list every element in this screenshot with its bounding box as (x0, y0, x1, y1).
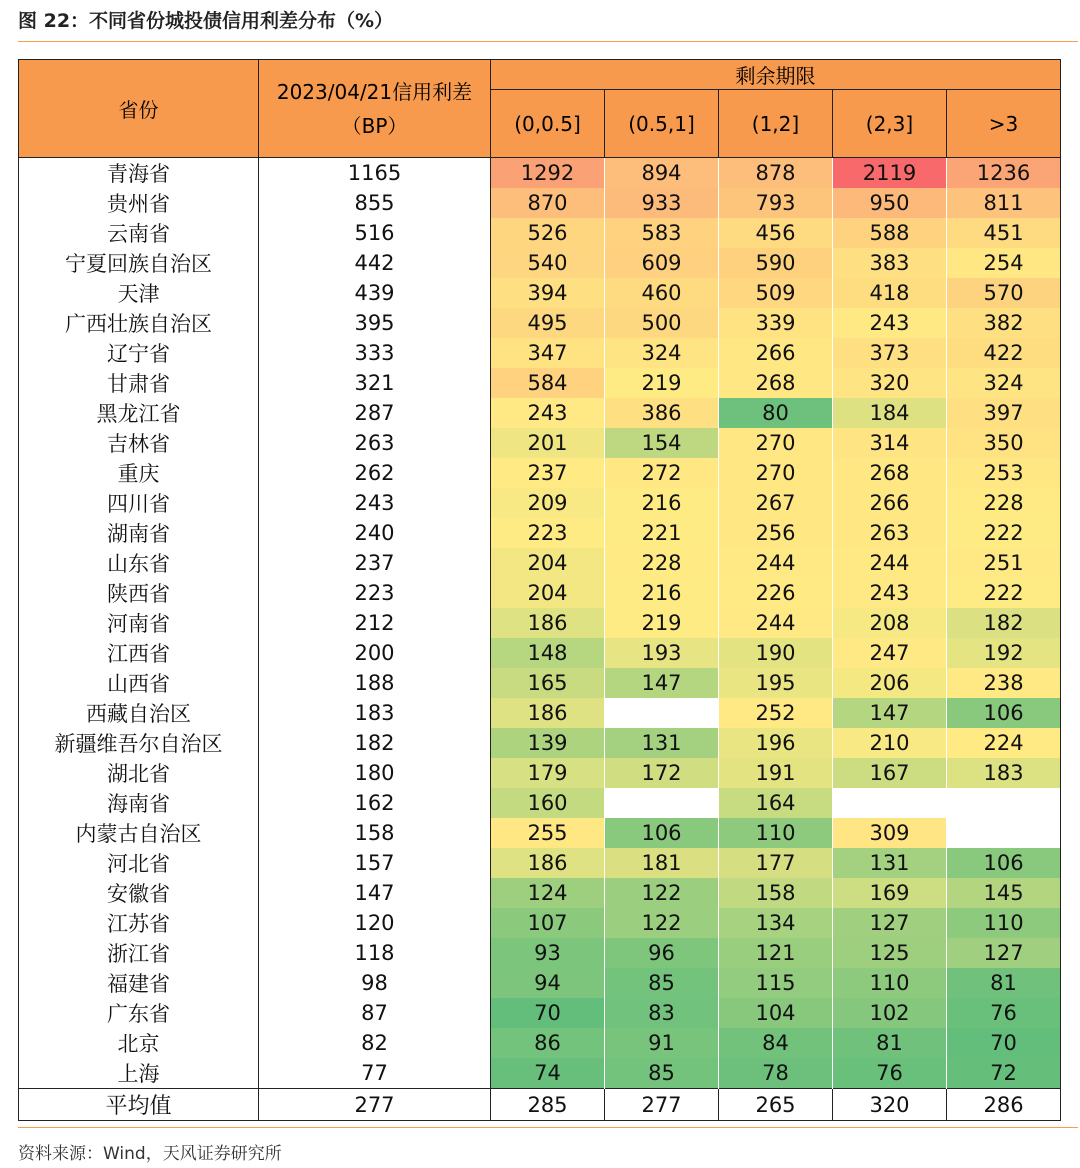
heat-cell: 793 (719, 188, 833, 218)
table-row (19, 488, 1061, 518)
spread-value: 237 (259, 548, 491, 578)
heat-cell: 350 (947, 428, 1061, 458)
heat-cell: 134 (719, 908, 833, 938)
heat-cell: 179 (491, 758, 605, 788)
heat-cell: 238 (947, 668, 1061, 698)
heat-cell: 253 (947, 458, 1061, 488)
heat-cell: 125 (833, 938, 947, 968)
province-name: 广西壮族自治区 (19, 308, 259, 338)
table-row (19, 728, 1061, 758)
heat-cell: 167 (833, 758, 947, 788)
heat-cell: 78 (719, 1058, 833, 1089)
spread-value: 223 (259, 578, 491, 608)
heat-cell: 263 (833, 518, 947, 548)
heat-cell: 106 (947, 698, 1061, 728)
heat-cell: 270 (719, 458, 833, 488)
province-name: 重庆 (19, 458, 259, 488)
heat-cell: 106 (605, 818, 719, 848)
heat-cell: 221 (605, 518, 719, 548)
average-value: 277 (605, 1089, 719, 1121)
province-name: 河南省 (19, 608, 259, 638)
heat-cell: 228 (605, 548, 719, 578)
heat-cell: 266 (719, 338, 833, 368)
heat-cell: 347 (491, 338, 605, 368)
heat-cell: 139 (491, 728, 605, 758)
heat-cell: 122 (605, 908, 719, 938)
heat-cell: 583 (605, 218, 719, 248)
heat-cell: 418 (833, 278, 947, 308)
heat-cell: 228 (947, 488, 1061, 518)
table-row (19, 908, 1061, 938)
province-name: 海南省 (19, 788, 259, 818)
heat-cell: 894 (605, 158, 719, 189)
province-name: 贵州省 (19, 188, 259, 218)
average-value: 265 (719, 1089, 833, 1121)
heat-cell: 270 (719, 428, 833, 458)
heat-cell: 216 (605, 578, 719, 608)
heat-cell: 588 (833, 218, 947, 248)
table-row (19, 758, 1061, 788)
heat-cell: 255 (491, 818, 605, 848)
table-row (19, 308, 1061, 338)
heat-cell: 74 (491, 1058, 605, 1089)
remaining-term-header: 剩余期限 (491, 60, 1061, 90)
spread-value: 200 (259, 638, 491, 668)
spread-value: 395 (259, 308, 491, 338)
heat-cell: 102 (833, 998, 947, 1028)
spread-value: 157 (259, 848, 491, 878)
table-row (19, 338, 1061, 368)
heat-cell: 309 (833, 818, 947, 848)
heat-cell: 243 (491, 398, 605, 428)
province-name: 浙江省 (19, 938, 259, 968)
bottom-rule (18, 1127, 1078, 1128)
spread-value: 87 (259, 998, 491, 1028)
heat-cell: 584 (491, 368, 605, 398)
heat-cell (947, 818, 1061, 848)
heat-cell: 160 (491, 788, 605, 818)
heat-cell: 70 (947, 1028, 1061, 1058)
heat-cell: 84 (719, 1028, 833, 1058)
heat-cell: 219 (605, 608, 719, 638)
table-row (19, 698, 1061, 728)
spread-value: 82 (259, 1028, 491, 1058)
heat-cell: 226 (719, 578, 833, 608)
heat-cell: 526 (491, 218, 605, 248)
table-row (19, 548, 1061, 578)
heat-cell: 210 (833, 728, 947, 758)
spread-value: 120 (259, 908, 491, 938)
table-row (19, 788, 1061, 818)
heat-cell: 131 (605, 728, 719, 758)
heat-cell: 373 (833, 338, 947, 368)
heat-cell: 94 (491, 968, 605, 998)
table-row (19, 608, 1061, 638)
heat-cell (947, 788, 1061, 818)
heat-cell: 186 (491, 608, 605, 638)
table-row (19, 188, 1061, 218)
heat-cell: 243 (833, 578, 947, 608)
table-row (19, 968, 1061, 998)
spread-value: 98 (259, 968, 491, 998)
province-name: 青海省 (19, 158, 259, 189)
heat-cell: 81 (947, 968, 1061, 998)
heat-cell: 223 (491, 518, 605, 548)
heat-cell: 383 (833, 248, 947, 278)
heat-cell: 1236 (947, 158, 1061, 189)
table-row (19, 518, 1061, 548)
table-row (19, 218, 1061, 248)
spread-value: 182 (259, 728, 491, 758)
table-row (19, 578, 1061, 608)
heat-cell: 193 (605, 638, 719, 668)
spread-value: 158 (259, 818, 491, 848)
heat-cell: 320 (833, 368, 947, 398)
heat-cell: 195 (719, 668, 833, 698)
spread-header-line1: 2023/04/21信用利差 (276, 79, 473, 104)
heat-cell: 244 (833, 548, 947, 578)
heat-cell: 244 (719, 548, 833, 578)
heat-cell: 172 (605, 758, 719, 788)
heat-cell: 590 (719, 248, 833, 278)
heat-cell: 456 (719, 218, 833, 248)
heat-cell: 495 (491, 308, 605, 338)
heat-cell: 247 (833, 638, 947, 668)
heat-cell: 177 (719, 848, 833, 878)
heat-cell: 933 (605, 188, 719, 218)
average-row (19, 1089, 1061, 1121)
heat-cell (833, 788, 947, 818)
province-name: 新疆维吾尔自治区 (19, 728, 259, 758)
bucket-header-1-2: (1,2] (719, 90, 833, 158)
spread-value: 212 (259, 608, 491, 638)
table-row (19, 938, 1061, 968)
province-name: 山东省 (19, 548, 259, 578)
heat-cell: 165 (491, 668, 605, 698)
province-name: 甘肃省 (19, 368, 259, 398)
heat-cell: 386 (605, 398, 719, 428)
spread-header-line2: （BP） (341, 113, 408, 138)
spread-value: 516 (259, 218, 491, 248)
spread-value: 439 (259, 278, 491, 308)
heat-cell: 254 (947, 248, 1061, 278)
table-body (19, 158, 1061, 1089)
heat-cell: 460 (605, 278, 719, 308)
heat-cell: 950 (833, 188, 947, 218)
heat-cell: 204 (491, 578, 605, 608)
province-name: 江西省 (19, 638, 259, 668)
heat-cell: 609 (605, 248, 719, 278)
heat-cell: 268 (719, 368, 833, 398)
heat-cell: 81 (833, 1028, 947, 1058)
heat-cell: 267 (719, 488, 833, 518)
spread-value: 321 (259, 368, 491, 398)
heat-cell: 186 (491, 848, 605, 878)
table-row (19, 1058, 1061, 1089)
spread-value: 855 (259, 188, 491, 218)
heat-cell: 324 (605, 338, 719, 368)
heat-cell: 222 (947, 518, 1061, 548)
heat-cell: 339 (719, 308, 833, 338)
heat-cell: 192 (947, 638, 1061, 668)
spread-value: 147 (259, 878, 491, 908)
heat-cell: 509 (719, 278, 833, 308)
heat-cell: 219 (605, 368, 719, 398)
province-name: 福建省 (19, 968, 259, 998)
heat-cell: 191 (719, 758, 833, 788)
bucket-header-0.5-1: (0.5,1] (605, 90, 719, 158)
heat-cell: 72 (947, 1058, 1061, 1089)
heat-cell: 256 (719, 518, 833, 548)
spread-value: 188 (259, 668, 491, 698)
heat-cell: 222 (947, 578, 1061, 608)
heat-cell: 811 (947, 188, 1061, 218)
heat-cell: 190 (719, 638, 833, 668)
heat-cell: 394 (491, 278, 605, 308)
heat-cell: 324 (947, 368, 1061, 398)
heat-cell: 243 (833, 308, 947, 338)
heat-cell (605, 788, 719, 818)
heat-cell: 70 (491, 998, 605, 1028)
heat-cell: 127 (947, 938, 1061, 968)
heat-cell: 201 (491, 428, 605, 458)
heat-cell: 422 (947, 338, 1061, 368)
province-name: 河北省 (19, 848, 259, 878)
spread-header (259, 60, 491, 158)
heat-cell: 96 (605, 938, 719, 968)
heat-cell: 878 (719, 158, 833, 189)
heat-cell: 124 (491, 878, 605, 908)
province-name: 上海 (19, 1058, 259, 1089)
province-name: 广东省 (19, 998, 259, 1028)
figure-title: 图 22：不同省份城投债信用利差分布（%） (18, 10, 394, 32)
heat-cell: 169 (833, 878, 947, 908)
province-name: 江苏省 (19, 908, 259, 938)
table-row (19, 158, 1061, 189)
spread-value: 243 (259, 488, 491, 518)
heat-cell: 85 (605, 1058, 719, 1089)
table-row (19, 278, 1061, 308)
table-row (19, 848, 1061, 878)
province-name: 云南省 (19, 218, 259, 248)
heat-cell: 122 (605, 878, 719, 908)
spread-value: 333 (259, 338, 491, 368)
heat-cell: 1292 (491, 158, 605, 189)
table-row (19, 398, 1061, 428)
heat-cell: 121 (719, 938, 833, 968)
heat-cell: 76 (947, 998, 1061, 1028)
spread-value: 183 (259, 698, 491, 728)
heat-cell: 147 (833, 698, 947, 728)
heat-cell: 86 (491, 1028, 605, 1058)
table-row (19, 248, 1061, 278)
spread-value: 287 (259, 398, 491, 428)
average-value: 285 (491, 1089, 605, 1121)
spread-value: 240 (259, 518, 491, 548)
heat-cell: 110 (947, 908, 1061, 938)
heat-cell: 148 (491, 638, 605, 668)
table-row (19, 818, 1061, 848)
average-spread: 277 (259, 1089, 491, 1121)
heat-cell: 224 (947, 728, 1061, 758)
heat-cell: 451 (947, 218, 1061, 248)
heat-cell: 268 (833, 458, 947, 488)
heat-cell (605, 698, 719, 728)
province-name: 陕西省 (19, 578, 259, 608)
heat-cell: 870 (491, 188, 605, 218)
heat-cell: 208 (833, 608, 947, 638)
table-row (19, 428, 1061, 458)
heat-cell: 127 (833, 908, 947, 938)
province-name: 安徽省 (19, 878, 259, 908)
spread-value: 262 (259, 458, 491, 488)
spread-value: 263 (259, 428, 491, 458)
heat-cell: 154 (605, 428, 719, 458)
heat-cell: 272 (605, 458, 719, 488)
heat-cell: 2119 (833, 158, 947, 189)
heat-cell: 216 (605, 488, 719, 518)
province-name: 四川省 (19, 488, 259, 518)
table-row (19, 638, 1061, 668)
province-name: 宁夏回族自治区 (19, 248, 259, 278)
average-label: 平均值 (19, 1089, 259, 1121)
spread-value: 77 (259, 1058, 491, 1089)
spread-value: 442 (259, 248, 491, 278)
heat-cell: 209 (491, 488, 605, 518)
average-value: 286 (947, 1089, 1061, 1121)
average-value: 320 (833, 1089, 947, 1121)
heat-cell: 244 (719, 608, 833, 638)
heat-cell: 206 (833, 668, 947, 698)
heat-cell: 110 (833, 968, 947, 998)
heat-cell: 93 (491, 938, 605, 968)
heat-cell: 237 (491, 458, 605, 488)
heat-cell: 314 (833, 428, 947, 458)
heat-cell: 131 (833, 848, 947, 878)
province-name: 湖南省 (19, 518, 259, 548)
heat-cell: 540 (491, 248, 605, 278)
heat-cell: 83 (605, 998, 719, 1028)
spread-value: 1165 (259, 158, 491, 189)
heat-cell: 76 (833, 1058, 947, 1089)
table-row (19, 1028, 1061, 1058)
heat-cell: 145 (947, 878, 1061, 908)
heat-cell: 266 (833, 488, 947, 518)
table-row (19, 368, 1061, 398)
heat-cell: 186 (491, 698, 605, 728)
bucket-header-2-3: (2,3] (833, 90, 947, 158)
table-row (19, 458, 1061, 488)
heat-cell: 158 (719, 878, 833, 908)
heat-cell: 106 (947, 848, 1061, 878)
province-name: 西藏自治区 (19, 698, 259, 728)
heat-cell: 204 (491, 548, 605, 578)
province-name: 黑龙江省 (19, 398, 259, 428)
spread-value: 162 (259, 788, 491, 818)
heat-cell: 184 (833, 398, 947, 428)
heat-cell: 164 (719, 788, 833, 818)
heat-cell: 570 (947, 278, 1061, 308)
heat-cell: 104 (719, 998, 833, 1028)
heat-cell: 500 (605, 308, 719, 338)
heat-cell: 382 (947, 308, 1061, 338)
heat-cell: 147 (605, 668, 719, 698)
table-row (19, 668, 1061, 698)
province-name: 天津 (19, 278, 259, 308)
source-note: 资料来源：Wind，天风证券研究所 (18, 1144, 282, 1164)
province-name: 吉林省 (19, 428, 259, 458)
top-rule (18, 41, 1078, 42)
province-name: 北京 (19, 1028, 259, 1058)
heat-cell: 182 (947, 608, 1061, 638)
province-name: 内蒙古自治区 (19, 818, 259, 848)
heat-cell: 196 (719, 728, 833, 758)
heat-cell: 80 (719, 398, 833, 428)
heat-cell: 115 (719, 968, 833, 998)
province-name: 湖北省 (19, 758, 259, 788)
spread-value: 118 (259, 938, 491, 968)
heat-cell: 110 (719, 818, 833, 848)
heat-cell: 181 (605, 848, 719, 878)
heat-cell: 252 (719, 698, 833, 728)
heat-cell: 183 (947, 758, 1061, 788)
bucket-header-gt3: >3 (947, 90, 1061, 158)
credit-spread-table (18, 59, 1061, 1121)
table-row (19, 998, 1061, 1028)
province-header: 省份 (19, 60, 259, 158)
heat-cell: 85 (605, 968, 719, 998)
heat-cell: 251 (947, 548, 1061, 578)
table-row (19, 878, 1061, 908)
province-name: 山西省 (19, 668, 259, 698)
spread-value: 180 (259, 758, 491, 788)
heat-cell: 397 (947, 398, 1061, 428)
heat-cell: 91 (605, 1028, 719, 1058)
province-name: 辽宁省 (19, 338, 259, 368)
heat-cell: 107 (491, 908, 605, 938)
bucket-header-0-0.5: (0,0.5] (491, 90, 605, 158)
